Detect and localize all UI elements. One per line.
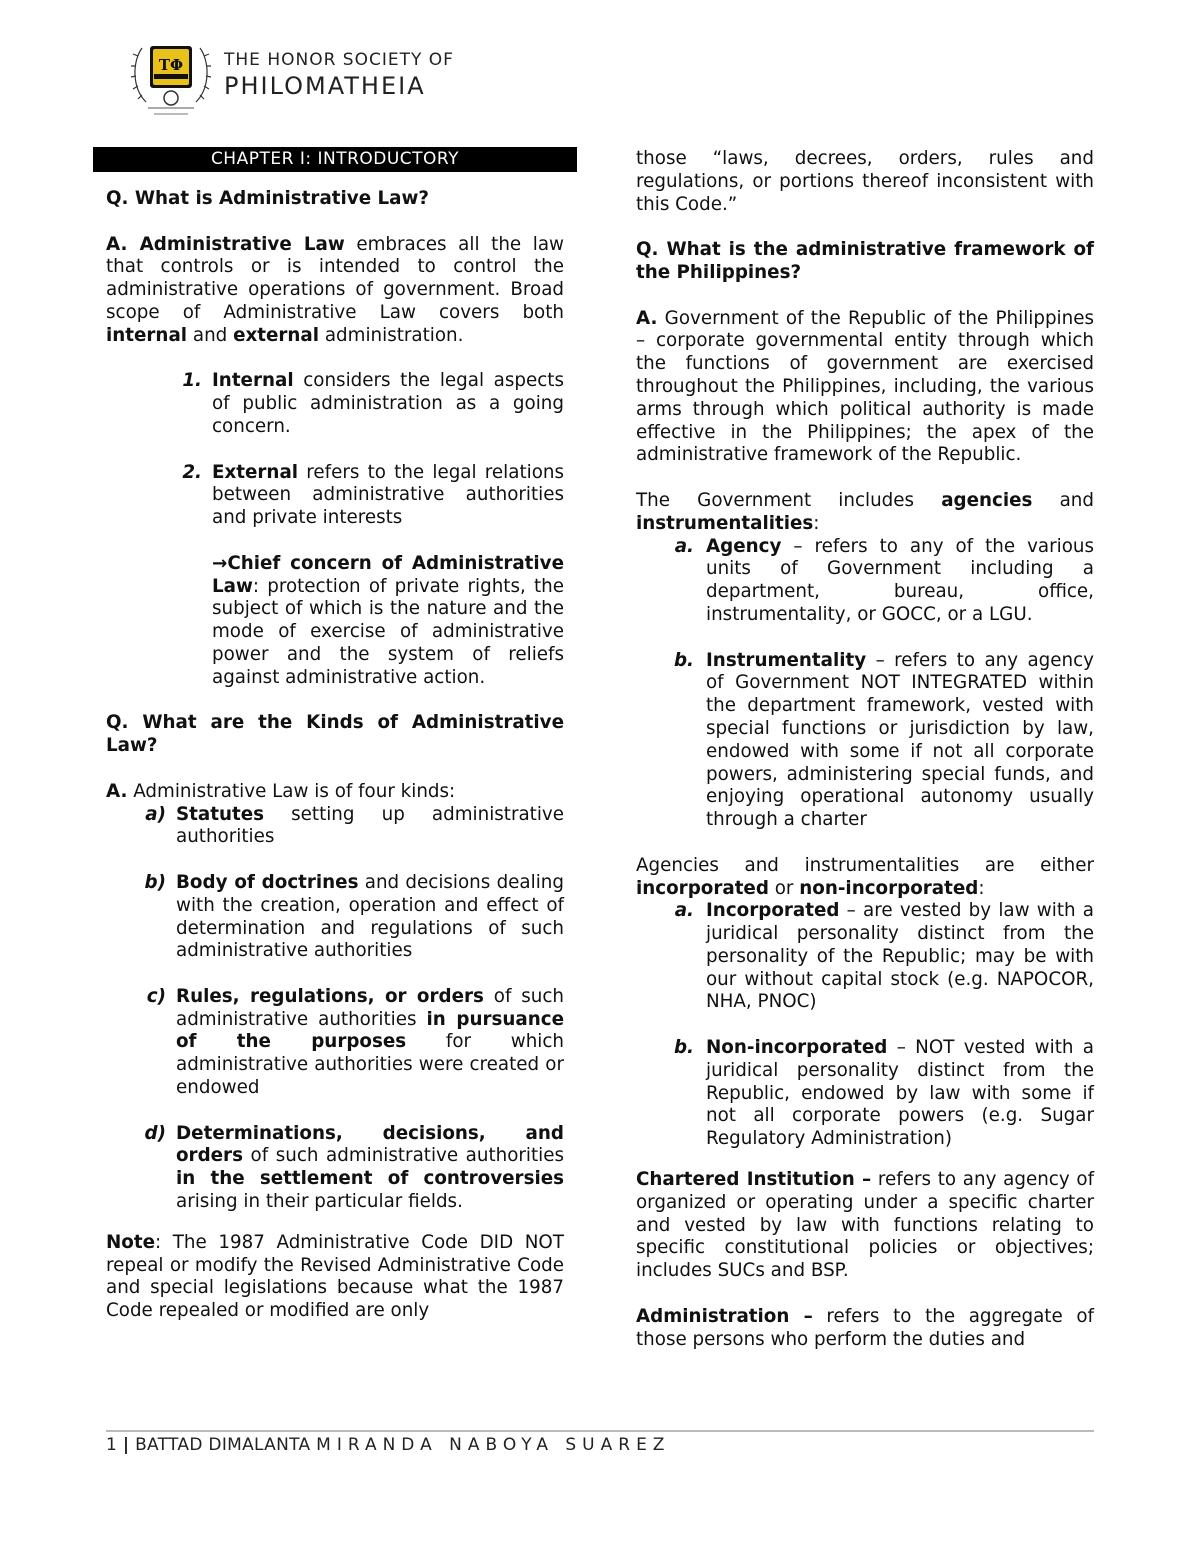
question-1: Q. What is Administrative Law? [106, 188, 429, 209]
org-line-1: THE HONOR SOCIETY OF [224, 50, 454, 70]
answer-2: A. Administrative Law is of four kinds: [106, 780, 456, 802]
svg-text:ΤΦ: ΤΦ [158, 56, 184, 74]
page-number: 1 [106, 1435, 118, 1455]
question-2: Q. What are the Kinds of Administrative Law? [106, 712, 564, 757]
footer-divider [106, 1430, 1094, 1432]
answer-1: A. Administrative Law embraces all the law that controls or is intended to control the administrative operations of government. Broad scope of Administrative Law covers both internal and external administration. [106, 233, 564, 346]
page-footer [106, 1435, 670, 1455]
administration-definition: Administration – refers to the aggregate of those persons who perform the duties and [636, 1305, 1094, 1350]
list-item-internal: 1. Internal considers the legal aspects of public administration as a going concern. [182, 370, 564, 437]
agencies-instrumentalities: Agencies and instrumentalities are either incorporated or non-incorporated: [636, 854, 1094, 899]
chief-concern: →Chief concern of Administrative Law: protection of private rights, the subject of which is the nature and the mode of exercise of administrative power and the system of reliefs against administrative action. [212, 552, 564, 688]
answer-3: A. Government of the Republic of the Philippines – corporate governmental entity through which the functions of government are exercised throughout the Philippines, including, the various arms through which political authority is made effective in the Philippines; the apex of the administrative framework of the Republic. [636, 307, 1094, 466]
left-column [106, 146, 564, 1323]
incorporated-item: a. Incorporated – are vested by law with a juridical personality distinct from the personality of the Republic; may be with our without capital stock (e.g. NAPOCOR, NHA, PNOC) [674, 900, 1094, 1013]
org-line-2: PHILOMATHEIA [224, 72, 426, 100]
footer-separator: | [122, 1435, 130, 1455]
philomatheia-logo [128, 36, 214, 118]
agency-item: a. Agency – refers to any of the various units of Government including a department, bureau, office, instrumentality, or GOCC, or a LGU. [674, 535, 1094, 625]
right-column [636, 148, 1094, 1351]
kind-c: c) Rules, regulations, or orders of such administrative authorities in pursuance of the purposes for which administrative authorities were created or endowed [146, 985, 565, 1099]
question-3: Q. What is the administrative framework of the Philippines? [636, 239, 1094, 283]
authors-2: MIRANDA NABOYA SUAREZ [316, 1435, 671, 1455]
kind-d: d) Determinations, decisions, and orders of such administrative authorities in the settlement of controversies arising in their particular fields. [144, 1122, 564, 1213]
chapter-title: CHAPTER I: INTRODUCTORY [93, 147, 577, 172]
government-includes: The Government includes agencies and instrumentalities: [636, 489, 1094, 534]
chartered-institution: Chartered Institution – refers to any agency of organized or operating under a specific charter and vested by law with functions relating to specific constitutional policies or objectives; includes SUCs and BSP. [636, 1169, 1095, 1282]
authors-1: BATTAD DIMALANTA [135, 1435, 311, 1455]
continuation-text: those “laws, decrees, orders, rules and regulations, or portions thereof inconsistent with this Code.” [636, 148, 1094, 215]
kind-b: b) Body of doctrines and decisions dealing with the creation, operation and effect of determination and regulations of such administrative authorities [144, 871, 564, 962]
organization-name [224, 50, 454, 100]
kind-a: a) Statutes setting up administrative authorities [145, 803, 564, 848]
instrumentality-item: b. Instrumentality – refers to any agency of Government NOT INTEGRATED within the department framework, vested with special functions or jurisdiction by law, endowed with some if not all corporate powers, administering special funds, and enjoying operational autonomy usually through a charter [673, 649, 1094, 831]
list-item-external: 2. External refers to the legal relations between administrative authorities and private interests [182, 461, 564, 529]
note: Note: The 1987 Administrative Code DID NOT repeal or modify the Revised Administrative Code and special legislations because what the 1987 Code repealed or modified are only [106, 1231, 564, 1322]
non-incorporated-item: b. Non-incorporated – NOT vested with a juridical personality distinct from the Republic, endowed by law with some if not all corporate powers (e.g. Sugar Regulatory Administration) [673, 1037, 1094, 1150]
